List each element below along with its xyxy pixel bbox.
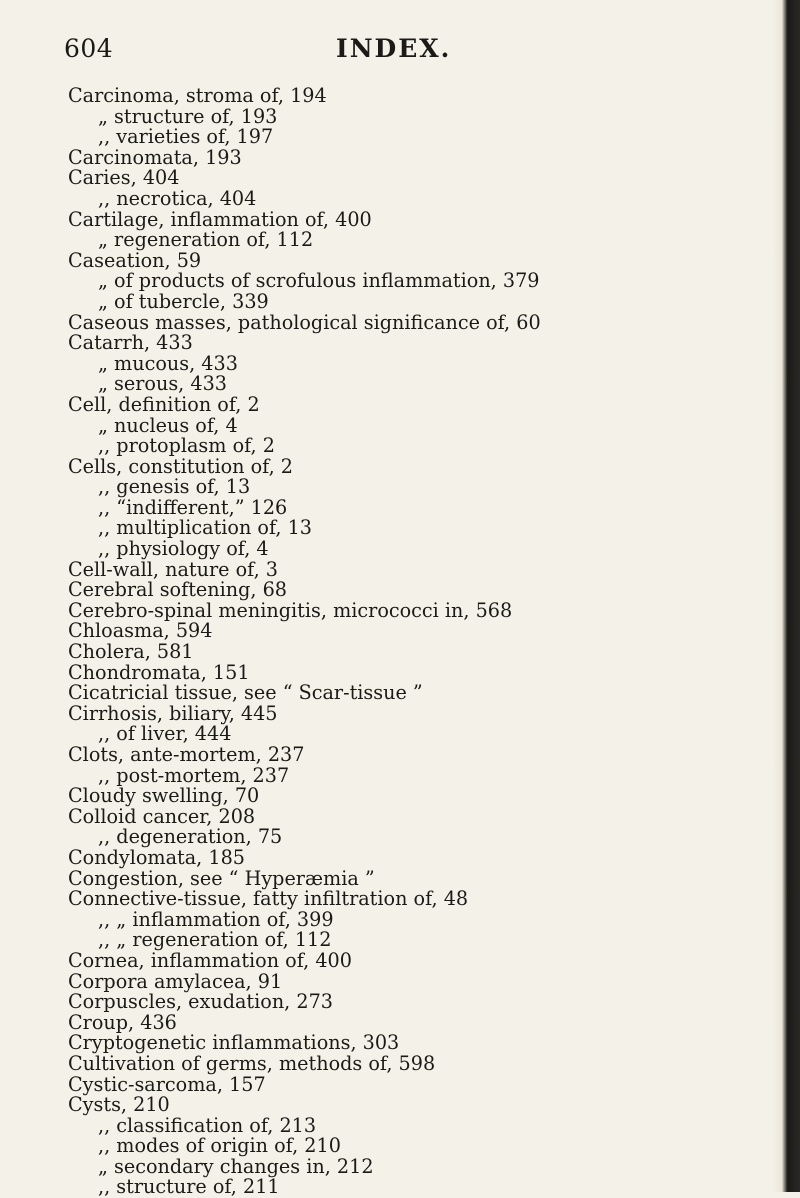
index-entry: Cryptogenetic inflammations, 303: [68, 1031, 400, 1055]
index-subentry: ,, multiplication of, 13: [98, 516, 313, 540]
index-subentry: „ mucous, 433: [98, 351, 238, 375]
index-entry: Cerebral softening, 68: [68, 578, 288, 602]
index-entry: Chloasma, 594: [68, 619, 213, 643]
index-subentry: ,, „ inflammation of, 399: [98, 907, 334, 931]
index-entry: Cicatricial tissue, see “ Scar-tissue ”: [68, 681, 423, 705]
page-number: 604: [64, 34, 114, 63]
index-subentry: ,, modes of origin of, 210: [98, 1134, 341, 1158]
index-entry: Connective-tissue, fatty infiltration of, 48: [68, 887, 469, 911]
index-entry: Colloid cancer, 208: [68, 804, 256, 828]
index-subentry: ,, genesis of, 13: [98, 475, 251, 499]
index-entry: Croup, 436: [68, 1010, 177, 1034]
running-head-title: INDEX.: [336, 34, 452, 63]
index-subentry: ,, post-mortem, 237: [98, 763, 290, 787]
index-entry: Corpuscles, exudation, 273: [68, 990, 334, 1014]
index-entry: Cystic-sarcoma, 157: [68, 1072, 266, 1096]
index-subentry: ,, protoplasm of, 2: [98, 434, 275, 458]
index-subentry: „ of tubercle, 339: [98, 289, 269, 313]
index-entry: Catarrh, 433: [68, 331, 193, 355]
index-entry: Caries, 404: [68, 166, 180, 190]
index-entry-list: [68, 86, 768, 1198]
index-entry: Carcinomata, 193: [68, 145, 242, 169]
index-entry: Congestion, see “ Hyperæmia ”: [68, 866, 375, 890]
index-entry: Chondromata, 151: [68, 660, 250, 684]
index-subentry: „ of products of scrofulous inflammation, 379: [98, 269, 540, 293]
index-entry: Cysts, 210: [68, 1093, 170, 1117]
index-entry: Cell, definition of, 2: [68, 392, 260, 416]
index-subentry: ,, „ regeneration of, 112: [98, 928, 332, 952]
index-subentry: „ structure of, 193: [98, 104, 278, 128]
index-entry: Caseous masses, pathological significance of, 60: [68, 310, 541, 334]
index-subentry: ,, varieties of, 197: [98, 125, 274, 149]
index-subentry: „ secondary changes in, 212: [98, 1154, 374, 1178]
index-entry: Cornea, inflammation of, 400: [68, 948, 352, 972]
index-subentry: ,, of liver, 444: [98, 722, 232, 746]
index-subentry: „ nucleus of, 4: [98, 413, 238, 437]
index-entry: Cultivation of germs, methods of, 598: [68, 1051, 436, 1075]
index-entry: Cloudy swelling, 70: [68, 784, 260, 808]
index-entry: Cells, constitution of, 2: [68, 454, 294, 478]
page-header: [64, 34, 744, 70]
index-entry: Cerebro-spinal meningitis, micrococci in, 568: [68, 598, 513, 622]
index-subentry: ,, physiology of, 4: [98, 537, 269, 561]
index-entry: Caseation, 59: [68, 248, 202, 272]
index-subentry: ,, “indifferent,” 126: [98, 495, 288, 519]
index-subentry: ,, structure of, 211: [98, 1175, 280, 1198]
index-entry: Cartilage, inflammation of, 400: [68, 207, 372, 231]
index-subentry: ,, necrotica, 404: [98, 186, 257, 210]
index-entry: Cirrhosis, biliary, 445: [68, 701, 278, 725]
index-subentry: ,, degeneration, 75: [98, 825, 283, 849]
index-entry: Clots, ante-mortem, 237: [68, 743, 305, 766]
index-entry: Cell-wall, nature of, 3: [68, 557, 278, 581]
index-entry: Cholera, 581: [68, 640, 194, 664]
index-subentry: „ regeneration of, 112: [98, 228, 314, 252]
index-entry: Condylomata, 185: [68, 845, 246, 869]
index-entry: Corpora amylacea, 91: [68, 969, 283, 993]
page-edge-shadow: [772, 0, 800, 1192]
index-subentry: ,, classification of, 213: [98, 1113, 317, 1137]
index-subentry: „ serous, 433: [98, 372, 227, 396]
index-entry: Carcinoma, stroma of, 194: [68, 84, 327, 107]
